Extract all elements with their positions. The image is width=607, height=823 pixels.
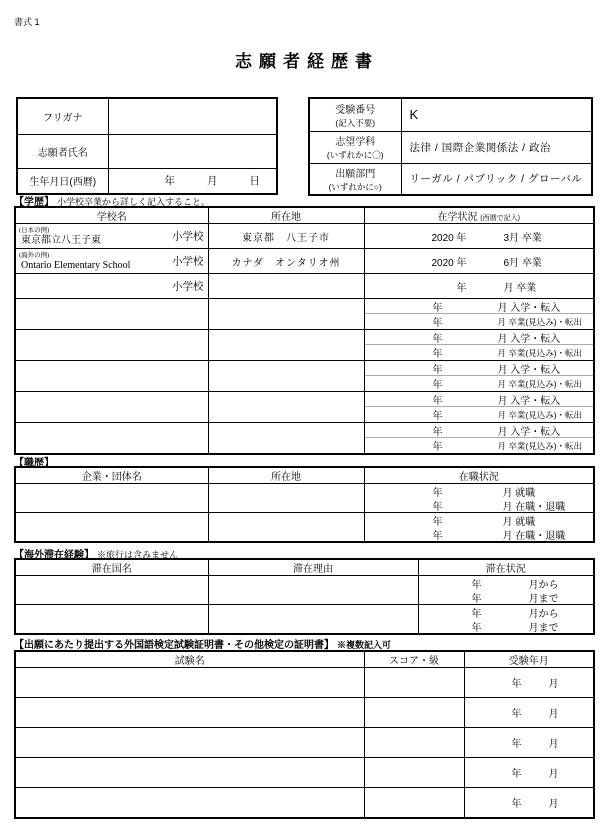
certificates-heading-note: ※複数記入可 bbox=[337, 640, 392, 650]
status-to-label: 月まで bbox=[528, 622, 559, 634]
status-year: 年 bbox=[432, 411, 443, 422]
emp-location-input[interactable] bbox=[208, 484, 364, 513]
edu-school-input[interactable] bbox=[15, 392, 208, 423]
status-year: 年 bbox=[511, 798, 522, 810]
edu-location-input[interactable] bbox=[208, 361, 364, 392]
status-year: 年 bbox=[471, 622, 482, 634]
edu-col-status-note: (西暦で記入) bbox=[480, 215, 520, 222]
exam-number-row bbox=[309, 98, 592, 131]
status-year: 年 bbox=[432, 501, 443, 513]
furigana-label: フリガナ bbox=[17, 98, 108, 134]
emp-status-input[interactable] bbox=[364, 484, 594, 513]
emp-row-1 bbox=[15, 484, 594, 513]
education-table bbox=[14, 206, 595, 455]
applicant-name-label: 志願者氏名 bbox=[17, 134, 108, 168]
edu-example-row-japan bbox=[15, 224, 594, 249]
edu-col-status bbox=[364, 207, 594, 224]
cert-col-score: スコア・級 bbox=[364, 651, 464, 668]
employment-heading-title: 【職歴】 bbox=[14, 458, 54, 469]
edu-school-cell bbox=[15, 249, 208, 274]
division-sublabel: (いずれかに○) bbox=[328, 181, 382, 192]
status-year: 年 bbox=[432, 318, 443, 329]
ovs-row-1 bbox=[15, 576, 594, 605]
status-year: 年 bbox=[511, 709, 522, 720]
status-year: 年 bbox=[511, 739, 522, 750]
status-enter-label: 月 入学・転入 bbox=[497, 395, 561, 407]
certificates-heading-title: 【出願にあたり提出する外国語検定試験証明書・その他検定の証明書】 bbox=[14, 640, 334, 651]
status-from-label: 月から bbox=[528, 579, 559, 591]
status-year: 年 bbox=[432, 487, 443, 499]
status-year: 年 bbox=[432, 333, 443, 345]
birthdate-label: 生年月日(西暦) bbox=[17, 168, 108, 194]
edu-col-status-text: 在学状況 bbox=[437, 212, 478, 223]
edu-status-input[interactable] bbox=[364, 392, 594, 423]
overseas-table bbox=[14, 558, 595, 635]
edu-entry-row-2 bbox=[15, 330, 594, 361]
status-year: 2020 年 bbox=[431, 257, 467, 269]
edu-location-input[interactable] bbox=[208, 330, 364, 361]
education-heading-note: 小学校卒業から詳しく記入すること。 bbox=[57, 197, 211, 207]
edu-school-input[interactable] bbox=[15, 299, 208, 330]
status-year: 年 bbox=[432, 349, 443, 360]
exam-number-value: K bbox=[401, 98, 592, 131]
cert-test-input[interactable] bbox=[15, 698, 364, 728]
cert-col-date: 受験年月 bbox=[464, 651, 594, 668]
ovs-col-status: 滞在状況 bbox=[418, 559, 594, 576]
cert-row-3 bbox=[15, 728, 594, 758]
division-label bbox=[309, 163, 401, 195]
emp-col-location: 所在地 bbox=[208, 467, 364, 484]
faculty-row bbox=[309, 131, 592, 163]
edu-entry-row-3 bbox=[15, 361, 594, 392]
birthdate-input[interactable] bbox=[108, 168, 277, 194]
edu-col-location: 所在地 bbox=[208, 207, 364, 224]
cert-test-input[interactable] bbox=[15, 788, 364, 818]
status-year: 年 bbox=[456, 282, 467, 294]
edu-location-input[interactable] bbox=[208, 423, 364, 455]
status-month: 月 bbox=[548, 709, 559, 720]
status-year: 年 bbox=[432, 530, 443, 542]
faculty-options[interactable]: 法律 / 国際企業関係法 / 政治 bbox=[401, 131, 592, 163]
status-year: 年 bbox=[471, 608, 482, 620]
cert-row-1 bbox=[15, 668, 594, 698]
cert-col-test: 試験名 bbox=[15, 651, 364, 668]
division-options[interactable]: リーガル / パブリック / グローバル bbox=[401, 163, 592, 195]
school-suffix: 小学校 bbox=[172, 230, 204, 243]
overseas-heading-title: 【海外滞在経験】 bbox=[14, 550, 94, 561]
exam-number-label-text: 受験番号 bbox=[335, 104, 376, 116]
edu-location-input[interactable] bbox=[208, 274, 364, 299]
status-month: 月 bbox=[548, 798, 559, 810]
application-info-table bbox=[308, 97, 593, 196]
edu-entry-row-5 bbox=[15, 423, 594, 455]
status-year: 年 bbox=[432, 395, 443, 407]
status-year: 年 bbox=[511, 679, 522, 690]
edu-entry-row-1 bbox=[15, 299, 594, 330]
emp-status-input[interactable] bbox=[364, 513, 594, 543]
edu-status-input[interactable] bbox=[364, 361, 594, 392]
edu-status-cell bbox=[364, 249, 594, 274]
status-enter-label: 月 入学・転入 bbox=[497, 426, 561, 438]
edu-status-input[interactable] bbox=[364, 299, 594, 330]
ovs-reason-input[interactable] bbox=[208, 605, 418, 635]
status-month: 月 bbox=[548, 739, 559, 750]
certificates-table bbox=[14, 650, 595, 819]
overseas-heading-note: ※旅行は含みません bbox=[97, 550, 179, 560]
example-school-name: 東京都立八王子東 bbox=[21, 235, 101, 246]
certificates-header-row bbox=[15, 651, 594, 668]
cert-score-input[interactable] bbox=[364, 668, 464, 698]
edu-status-input[interactable] bbox=[364, 330, 594, 361]
status-end-label: 月 在職・退職 bbox=[502, 501, 566, 513]
education-heading-title: 【学歴】 bbox=[14, 197, 54, 208]
cert-date-input[interactable] bbox=[464, 728, 594, 758]
form-code: 書式 1 bbox=[14, 17, 40, 27]
status-month: 月 bbox=[548, 679, 559, 690]
edu-col-school: 学校名 bbox=[15, 207, 208, 224]
applicant-name-row bbox=[17, 134, 277, 168]
ovs-row-2 bbox=[15, 605, 594, 635]
cert-score-input[interactable] bbox=[364, 788, 464, 818]
status-exit-label: 月 卒業(見込み)・転出 bbox=[497, 316, 583, 327]
edu-entry-row-4 bbox=[15, 392, 594, 423]
edu-location-input[interactable] bbox=[208, 392, 364, 423]
birth-day-unit: 日 bbox=[249, 175, 260, 188]
cert-date-input[interactable] bbox=[464, 698, 594, 728]
example-school-name: Ontario Elementary School bbox=[21, 260, 131, 271]
emp-col-company: 企業・団体名 bbox=[15, 467, 208, 484]
emp-col-status: 在職状況 bbox=[364, 467, 594, 484]
status-year: 年 bbox=[432, 380, 443, 391]
edu-status-cell bbox=[364, 224, 594, 249]
faculty-label bbox=[309, 131, 401, 163]
ovs-country-input[interactable] bbox=[15, 605, 208, 635]
ovs-country-input[interactable] bbox=[15, 576, 208, 605]
birth-year-unit: 年 bbox=[164, 175, 175, 188]
status-start-label: 月 就職 bbox=[502, 516, 536, 528]
edu-school-input[interactable] bbox=[15, 361, 208, 392]
status-year: 年 bbox=[432, 442, 443, 453]
status-label: 3月 卒業 bbox=[503, 232, 542, 244]
cert-row-2 bbox=[15, 698, 594, 728]
status-year: 年 bbox=[432, 516, 443, 528]
status-year: 年 bbox=[471, 579, 482, 591]
overseas-header-row bbox=[15, 559, 594, 576]
exam-number-sublabel: (記入不要) bbox=[335, 117, 376, 128]
emp-company-input[interactable] bbox=[15, 484, 208, 513]
emp-location-input[interactable] bbox=[208, 513, 364, 543]
status-enter-label: 月 入学・転入 bbox=[497, 333, 561, 345]
status-end-label: 月 在職・退職 bbox=[502, 530, 566, 542]
example-tag-overseas: (海外の例) bbox=[19, 252, 50, 259]
status-year: 年 bbox=[511, 769, 522, 780]
cert-score-input[interactable] bbox=[364, 698, 464, 728]
emp-row-2 bbox=[15, 513, 594, 543]
status-label: 月 卒業 bbox=[503, 282, 537, 294]
status-exit-label: 月 卒業(見込み)・転出 bbox=[497, 378, 583, 389]
status-exit-label: 月 卒業(見込み)・転出 bbox=[497, 440, 583, 451]
ovs-col-country: 滞在国名 bbox=[15, 559, 208, 576]
status-year: 年 bbox=[432, 364, 443, 376]
edu-elementary-row bbox=[15, 274, 594, 299]
example-tag-japan: (日本の例) bbox=[19, 227, 50, 234]
division-row bbox=[309, 163, 592, 195]
furigana-input[interactable] bbox=[108, 98, 277, 134]
cert-score-input[interactable] bbox=[364, 758, 464, 788]
education-header-row bbox=[15, 207, 594, 224]
furigana-row bbox=[17, 98, 277, 134]
exam-number-label bbox=[309, 98, 401, 131]
cert-row-4 bbox=[15, 758, 594, 788]
edu-example-row-overseas bbox=[15, 249, 594, 274]
status-start-label: 月 就職 bbox=[502, 487, 536, 499]
status-exit-label: 月 卒業(見込み)・転出 bbox=[497, 409, 583, 420]
employment-header-row bbox=[15, 467, 594, 484]
division-label-text: 出願部門 bbox=[335, 168, 376, 180]
employment-table bbox=[14, 466, 595, 543]
status-from-label: 月から bbox=[528, 608, 559, 620]
status-exit-label: 月 卒業(見込み)・転出 bbox=[497, 347, 583, 358]
edu-status-input[interactable] bbox=[364, 423, 594, 455]
cert-test-input[interactable] bbox=[15, 728, 364, 758]
faculty-label-text: 志望学科 bbox=[335, 137, 376, 148]
certificates-section-heading bbox=[14, 636, 391, 651]
status-year: 年 bbox=[432, 426, 443, 438]
status-to-label: 月まで bbox=[528, 593, 559, 605]
ovs-col-reason: 滞在理由 bbox=[208, 559, 418, 576]
cert-score-input[interactable] bbox=[364, 728, 464, 758]
edu-location-cell: カナダ オンタリオ州 bbox=[208, 249, 364, 274]
edu-location-cell: 東京都 八王子市 bbox=[208, 224, 364, 249]
school-suffix: 小学校 bbox=[172, 255, 204, 268]
status-month: 月 bbox=[548, 769, 559, 780]
cert-test-input[interactable] bbox=[15, 758, 364, 788]
edu-school-input[interactable] bbox=[15, 274, 208, 299]
ovs-status-input[interactable] bbox=[418, 605, 594, 635]
edu-school-input[interactable] bbox=[15, 330, 208, 361]
personal-info-table bbox=[16, 97, 278, 195]
birth-month-unit: 月 bbox=[207, 175, 218, 188]
edu-location-input[interactable] bbox=[208, 299, 364, 330]
ovs-reason-input[interactable] bbox=[208, 576, 418, 605]
cert-row-5 bbox=[15, 788, 594, 818]
status-label: 6月 卒業 bbox=[503, 257, 542, 269]
status-year: 年 bbox=[432, 302, 443, 314]
page-title: 志願者経歴書 bbox=[235, 52, 379, 71]
cert-test-input[interactable] bbox=[15, 668, 364, 698]
status-year: 2020 年 bbox=[431, 232, 467, 244]
faculty-sublabel: (いずれかに〇) bbox=[326, 150, 384, 160]
cert-date-input[interactable] bbox=[464, 668, 594, 698]
status-enter-label: 月 入学・転入 bbox=[497, 302, 561, 314]
cert-date-input[interactable] bbox=[464, 758, 594, 788]
status-year: 年 bbox=[471, 593, 482, 605]
edu-school-input[interactable] bbox=[15, 423, 208, 455]
edu-school-cell bbox=[15, 224, 208, 249]
emp-company-input[interactable] bbox=[15, 513, 208, 543]
applicant-name-input[interactable] bbox=[108, 134, 277, 168]
ovs-status-input[interactable] bbox=[418, 576, 594, 605]
birthdate-row bbox=[17, 168, 277, 194]
school-suffix: 小学校 bbox=[172, 280, 204, 293]
edu-status-input[interactable] bbox=[364, 274, 594, 299]
cert-date-input[interactable] bbox=[464, 788, 594, 818]
status-enter-label: 月 入学・転入 bbox=[497, 364, 561, 376]
